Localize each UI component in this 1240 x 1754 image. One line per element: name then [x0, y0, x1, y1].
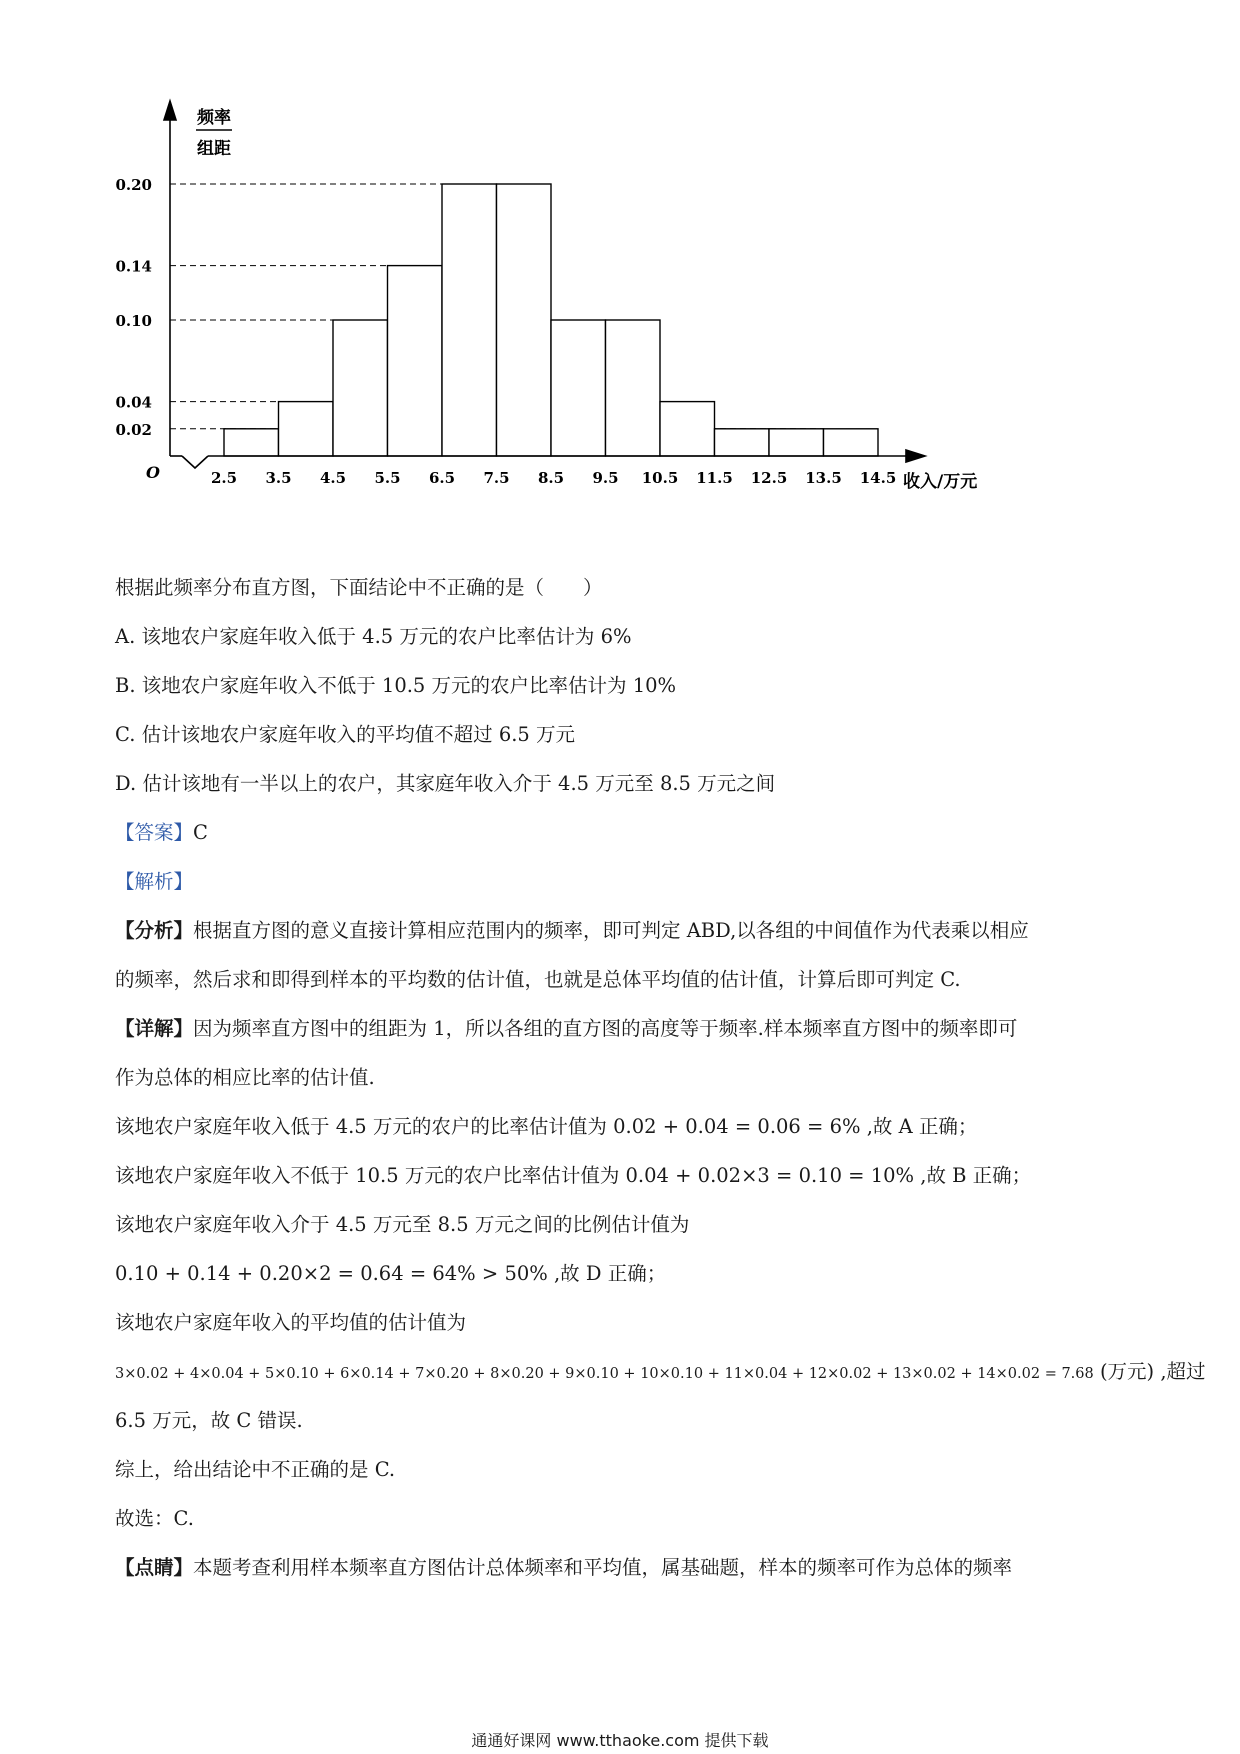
xiangjie-text-1: 因为频率直方图中的组距为 1，所以各组的直方图的高度等于频率.样本频率直方图中的频率即可 — [193, 1017, 1018, 1040]
option-a: A. 该地农户家庭年收入低于 4.5 万元的农户比率估计为 6% — [115, 625, 632, 648]
fenxi-line-2: 的频率，然后求和即得到样本的平均数的估计值，也就是总体平均值的估计值，计算后即可判定 C. — [115, 968, 961, 991]
fenxi-text-1: 根据直方图的意义直接计算相应范围内的频率，即可判定 ABD,以各组的中间值作为代表乘以相应 — [193, 919, 1029, 942]
answer-line — [115, 820, 1145, 846]
fenxi-tag: 【分析】 — [115, 919, 194, 942]
answer-value: C — [193, 821, 208, 844]
x-tick-labels — [211, 469, 896, 487]
xiangjie-line-9: 6.5 万元，故 C 错误. — [115, 1409, 303, 1432]
xiangjie-line-7: 该地农户家庭年收入的平均值的估计值为 — [115, 1311, 467, 1334]
xiangjie-line-10: 综上，给出结论中不正确的是 C. — [115, 1458, 396, 1481]
x-tick-label: 5.5 — [374, 469, 401, 487]
dianjing-line-1 — [115, 1555, 1145, 1581]
x-tick-label: 13.5 — [805, 469, 842, 487]
xiangjie-line-8 — [115, 1359, 1206, 1387]
bar-0 — [224, 429, 279, 456]
y-tick-labels — [115, 176, 152, 439]
option-c: C. 估计该地农户家庭年收入的平均值不超过 6.5 万元 — [115, 723, 576, 746]
xiangjie-line-4: 该地农户家庭年收入不低于 10.5 万元的农户比率估计值为 0.04 + 0.02×3 = 0.10 = 10% ,故 B 正确； — [115, 1164, 1032, 1187]
bar-6 — [551, 320, 606, 456]
y-tick-label: 0.20 — [115, 176, 152, 194]
y-axis-label-bottom: 组距 — [197, 139, 231, 159]
mean-formula-tail: (万元) ,超过 — [1093, 1360, 1206, 1383]
option-d: D. 估计该地有一半以上的农户，其家庭年收入介于 4.5 万元至 8.5 万元之间 — [115, 772, 776, 795]
y-tick-label: 0.04 — [115, 393, 152, 412]
bar-1 — [279, 402, 334, 456]
xiangjie-line-6: 0.10 + 0.14 + 0.20×2 = 0.64 = 64% > 50% ,故 D 正确； — [115, 1262, 667, 1285]
x-tick-label: 10.5 — [641, 469, 679, 487]
y-axis-label-top: 频率 — [197, 108, 231, 128]
footer-watermark: 通通好课网 www.tthaoke.com 提供下载 — [471, 1731, 769, 1750]
bar-2 — [333, 320, 388, 456]
y-tick-label: 0.14 — [115, 257, 152, 276]
option-b: B. 该地农户家庭年收入不低于 10.5 万元的农户比率估计为 10% — [115, 674, 677, 697]
xiangjie-line-1 — [115, 1016, 1145, 1042]
bar-5 — [497, 184, 552, 456]
bar-9 — [715, 429, 770, 456]
dianjing-text-1: 本题考查利用样本频率直方图估计总体频率和平均值，属基础题，样本的频率可作为总体的频率 — [193, 1556, 1013, 1579]
x-axis-arrow — [906, 450, 925, 462]
bar-3 — [388, 266, 443, 456]
y-tick-label: 0.02 — [115, 420, 152, 439]
xiangjie-line-11: 故选：C. — [115, 1507, 194, 1530]
fenxi-line-1 — [115, 918, 1145, 944]
x-tick-label: 9.5 — [592, 469, 619, 487]
question-stem: 根据此频率分布直方图，下面结论中不正确的是（ ） — [115, 576, 603, 599]
x-tick-label: 3.5 — [265, 469, 292, 487]
x-tick-label: 8.5 — [537, 469, 565, 487]
x-tick-label: 6.5 — [428, 469, 456, 487]
frequency-histogram — [0, 0, 1240, 500]
dianjing-tag: 【点睛】 — [115, 1556, 194, 1579]
analysis-tag: 【解析】 — [115, 870, 194, 893]
bar-8 — [660, 402, 715, 456]
answer-tag: 【答案】 — [115, 821, 194, 844]
x-tick-label: 12.5 — [750, 469, 788, 487]
y-tick-label: 0.10 — [115, 312, 152, 330]
x-tick-label: 11.5 — [696, 469, 733, 487]
axis-break — [182, 456, 208, 468]
origin-label: O — [146, 463, 160, 482]
x-tick-label: 7.5 — [483, 469, 510, 487]
x-tick-label: 4.5 — [319, 469, 347, 487]
x-axis-label: 收入/万元 — [903, 472, 978, 492]
x-tick-label: 2.5 — [210, 469, 238, 487]
xiangjie-line-3: 该地农户家庭年收入低于 4.5 万元的农户的比率估计值为 0.02 + 0.04 = 0.06 = 6% ,故 A 正确； — [115, 1115, 978, 1138]
xiangjie-line-5: 该地农户家庭年收入介于 4.5 万元至 8.5 万元之间的比例估计值为 — [115, 1213, 690, 1236]
bar-7 — [606, 320, 661, 456]
bar-4 — [442, 184, 497, 456]
xiangjie-line-2: 作为总体的相应比率的估计值. — [115, 1066, 375, 1089]
bar-11 — [824, 429, 879, 456]
bar-10 — [769, 429, 824, 456]
y-axis-arrow — [164, 101, 176, 120]
xiangjie-tag: 【详解】 — [115, 1017, 194, 1040]
mean-formula: 3×0.02 + 4×0.04 + 5×0.10 + 6×0.14 + 7×0.20 + 8×0.20 + 9×0.10 + 10×0.10 + 11×0.04 + 12×0.02 + 13×0.02 + 14×0.02 = 7.68 — [115, 1366, 1094, 1382]
x-tick-label: 14.5 — [859, 469, 897, 487]
